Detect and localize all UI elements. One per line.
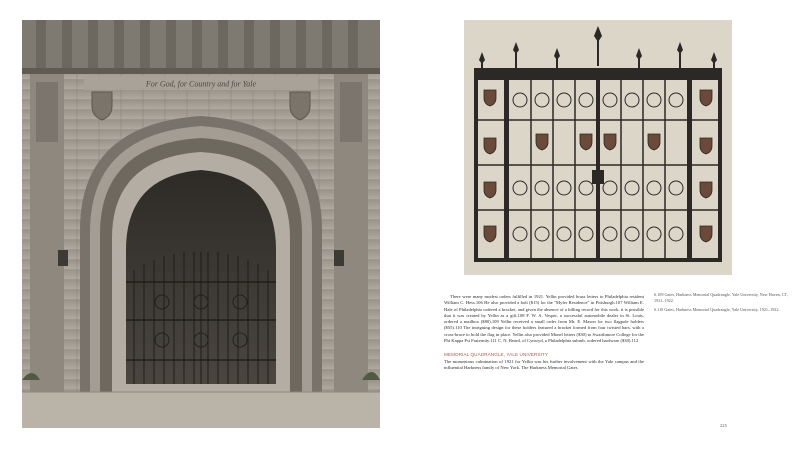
caption-6-110: 6.110 Gates, Harkness Memorial Quadrangle, Yale University, 1921–1922. [654,307,780,313]
photo-captions [654,292,794,317]
page-number: 225 [720,423,727,428]
body-text [444,294,644,371]
gate-illustration [464,20,732,275]
gate-photo [464,20,732,275]
section-heading: MEMORIAL QUADRANGLE, YALE UNIVERSITY [444,352,549,358]
section-paragraph: The momentous culmination of 1921 for Yellin was his further involvement with the Yale campus and the influential Harkness family of New York. The Harkness Memorial Gates [444,358,644,370]
archway-illustration [22,20,380,428]
inscription-text: For God, for Country and for Yale [145,79,257,89]
right-page [400,0,800,449]
body-paragraph: There were many modest orders fulfilled in 1921. Yellin provided brass letters to Philadelphia resident William C. Hess.106 He also provided a bolt ($15) for the "Myler Residence" in Pittsburgh.107 William E. Hale of Philadelphia ordered a bracket, and given the absence of a billing record for this work, it is possible that it was created by Yellin as a gift.108 F. W. A. Vesper, a successful automobile dealer in St. Louis, ordered a mailbox ($80).109 Yellin received a small order from Mr. E. Mason for two flagpole holders ($55).110 The intriguing design for these holders featured a bracket formed from four twisted bars, with a cross-brace to hold the flag in place. Yellin also provided Monel letters ($30) to Swarthmore College for the Phi Kappa Psi Fraternity.111 C. N. Beard, of Cynwyd, a Philadelphia suburb, ordered hardware ($30).112 [444,294,644,344]
caption-6-109: 6.109 Gates, Harkness Memorial Quadrangle, Yale University, New Haven, CT, 1921–1922. [654,292,788,303]
archway-photo [22,20,380,428]
